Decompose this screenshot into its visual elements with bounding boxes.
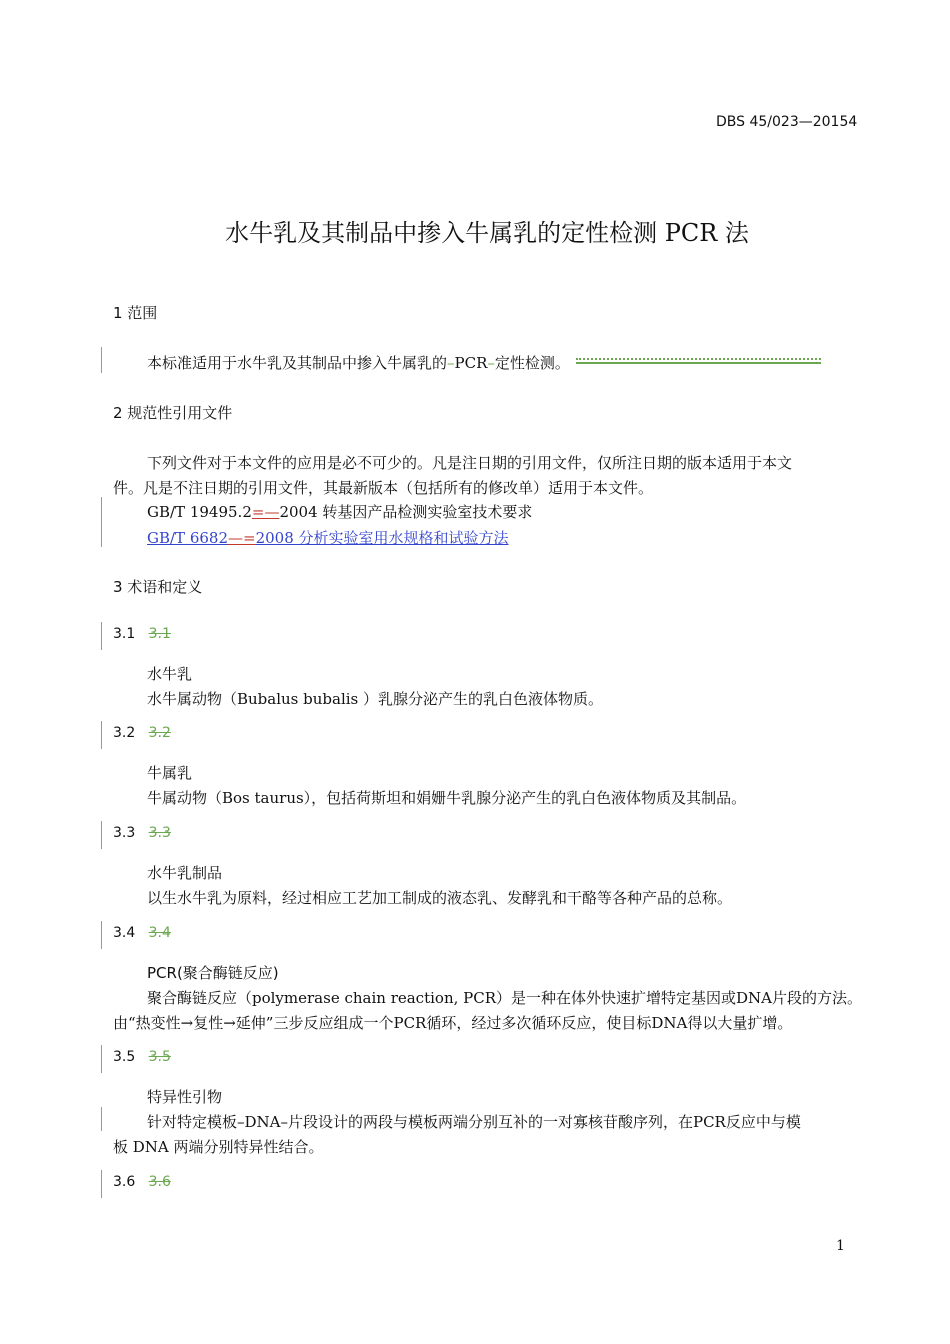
term-number: 3.1 3.1: [113, 626, 171, 642]
term-number: 3.5 3.5: [113, 1049, 171, 1065]
change-bar: [101, 622, 102, 650]
change-bar: [101, 821, 102, 849]
section-3-heading: 3 术语和定义: [113, 578, 203, 596]
term-number: 3.4 3.4: [113, 925, 171, 941]
change-bar: [101, 497, 102, 547]
term-definition: 板 DNA 两端分别特异性结合。: [113, 1138, 324, 1156]
paragraph: 件。凡是不注日期的引用文件，其最新版本（包括所有的修改单）适用于本文件。: [113, 479, 654, 497]
change-bar: [101, 1045, 102, 1073]
term-definition: 牛属动物（Bos taurus），包括荷斯坦和娟姗牛乳腺分泌产生的乳白色液体物质及其制品。: [147, 789, 747, 807]
paragraph: 下列文件对于本文件的应用是必不可少的。凡是注日期的引用文件，仅所注日期的版本适用于本文: [147, 454, 793, 472]
term-name: 牛属乳: [147, 764, 193, 782]
page-title: 水牛乳及其制品中掺入牛属乳的定性检测 PCR 法: [225, 219, 749, 247]
tab-leader: [576, 358, 821, 364]
term-definition: 以生水牛乳为原料，经过相应工艺加工制成的液态乳、发酵乳和干酪等各种产品的总称。: [147, 889, 733, 907]
term-number: 3.2 3.2: [113, 725, 171, 741]
section-2-heading: 2 规范性引用文件: [113, 404, 233, 422]
reference-1: GB/T 19495.2=—2004 转基因产品检测实验室技术要求: [147, 503, 533, 521]
term-name: 特异性引物: [147, 1088, 223, 1106]
section-1-heading: 1 范围: [113, 304, 158, 322]
term-definition: 针对特定模板–DNA–片段设计的两段与模板两端分别互补的一对寡核苷酸序列，在PCR反应中与模: [147, 1113, 801, 1131]
change-bar: [101, 1107, 102, 1131]
term-number: 3.3 3.3: [113, 825, 171, 841]
term-name: 水牛乳: [147, 665, 193, 683]
term-definition: 水牛属动物（Bubalus bubalis ）乳腺分泌产生的乳白色液体物质。: [147, 690, 604, 708]
scope-text: 本标准适用于水牛乳及其制品中掺入牛属乳的–PCR–定性检测。: [147, 352, 821, 373]
reference-2-link[interactable]: GB/T 6682—=2008 分析实验室用水规格和试验方法: [147, 529, 509, 547]
change-bar: [101, 347, 102, 373]
term-name: 水牛乳制品: [147, 864, 223, 882]
term-definition: 聚合酶链反应（polymerase chain reaction, PCR）是一种在体外快速扩增特定基因或DNA片段的方法。: [147, 989, 862, 1007]
doc-number: DBS 45/023—20154: [716, 114, 858, 130]
term-number: 3.6 3.6: [113, 1174, 171, 1190]
change-bar: [101, 921, 102, 949]
page-number: 1: [836, 1238, 845, 1254]
change-bar: [101, 1170, 102, 1198]
term-definition: 由“热变性→复性→延伸”三步反应组成一个PCR循环，经过多次循环反应，使目标DNA得以大量扩增。: [113, 1014, 793, 1032]
change-bar: [101, 721, 102, 749]
term-name: PCR(聚合酶链反应): [147, 964, 279, 982]
